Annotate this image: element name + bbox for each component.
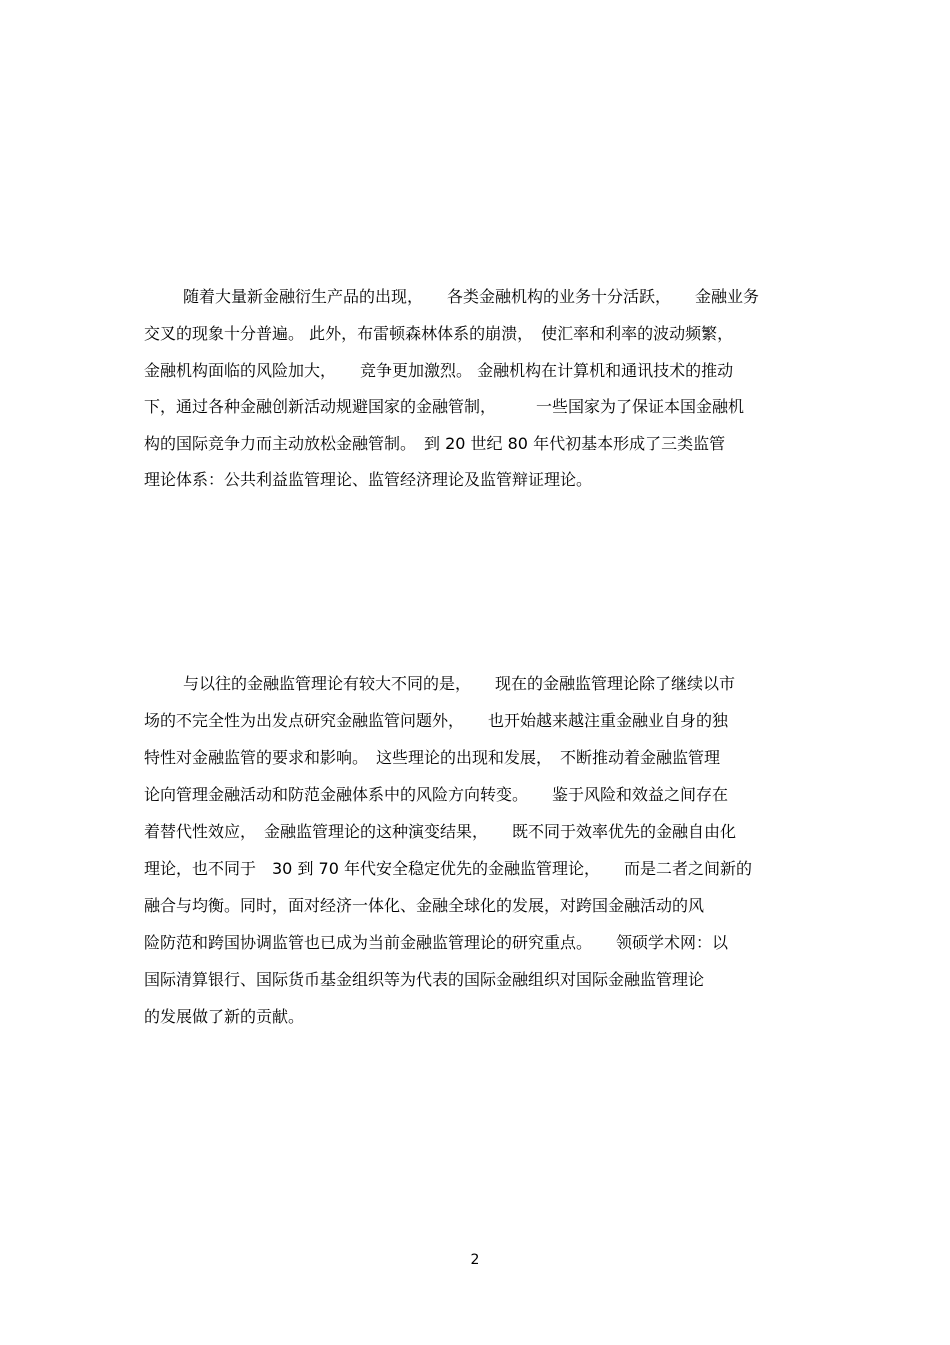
paragraph-line: 交叉的现象十分普遍。 此外，布雷顿森林体系的崩溃， 使汇率和利率的波动频繁， (144, 324, 734, 343)
paragraph-line: 理论，也不同于 30 到 70 年代安全稳定优先的金融监管理论， 而是二者之间新的 (144, 859, 752, 878)
paragraph-line: 理论体系：公共利益监管理论、监管经济理论及监管辩证理论。 (144, 470, 593, 489)
paragraph-line: 论向管理金融活动和防范金融体系中的风险方向转变。 鉴于风险和效益之间存在 (144, 785, 729, 804)
paragraph-line: 特性对金融监管的要求和影响。 这些理论的出现和发展， 不断推动着金融监管理 (144, 748, 721, 767)
paragraph-line: 融合与均衡。同时，面对经济一体化、金融全球化的发展，对跨国金融活动的风 (144, 896, 705, 915)
paragraph-line: 随着大量新金融衍生产品的出现， 各类金融机构的业务十分活跃， 金融业务 (183, 287, 760, 306)
page-number: 2 (470, 1252, 480, 1268)
paragraph-line: 金融机构面临的风险加大， 竞争更加激烈。 金融机构在计算机和通讯技术的推动 (144, 361, 734, 380)
paragraph-line: 构的国际竞争力而主动放松金融管制。 到 20 世纪 80 年代初基本形成了三类监管 (144, 434, 726, 453)
paragraph-line: 着替代性效应， 金融监管理论的这种演变结果， 既不同于效率优先的金融自由化 (144, 822, 737, 841)
paragraph-line: 下，通过各种金融创新活动规避国家的金融管制， 一些国家为了保证本国金融机 (144, 397, 745, 416)
paragraph-line: 险防范和跨国协调监管也已成为当前金融监管理论的研究重点。 领硕学术网：以 (144, 933, 729, 952)
paragraph-line: 的发展做了新的贡献。 (144, 1007, 305, 1026)
paragraph-line: 场的不完全性为出发点研究金融监管问题外， 也开始越来越注重金融业自身的独 (144, 711, 729, 730)
paragraph-line: 与以往的金融监管理论有较大不同的是， 现在的金融监管理论除了继续以市 (183, 674, 736, 693)
paragraph-line: 国际清算银行、国际货币基金组织等为代表的国际金融组织对国际金融监管理论 (144, 970, 705, 989)
